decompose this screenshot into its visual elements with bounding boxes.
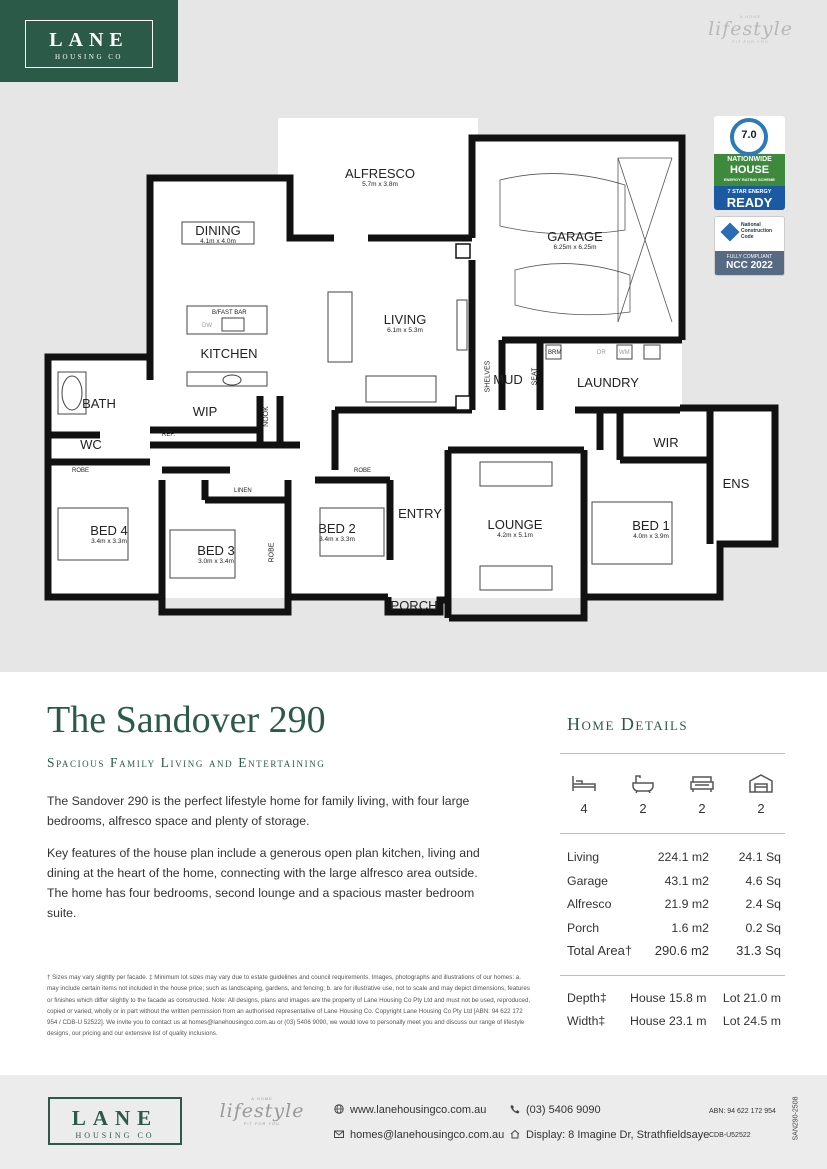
phone-text: (03) 5406 9090	[526, 1104, 601, 1116]
laundry-name: LAUNDRY	[577, 375, 639, 390]
garage-value: 2	[757, 801, 765, 816]
room-mud	[493, 372, 523, 387]
room-bath	[82, 396, 116, 411]
footer-lifestyle-mark	[210, 1096, 314, 1126]
bed1-dims: 4.0m x 3.9m	[633, 533, 669, 540]
alfresco-dims: 5.7m x 3.8m	[362, 181, 398, 188]
area-sq: 31.3 Sq	[736, 943, 781, 958]
area-m2: 21.9 m2	[664, 897, 709, 911]
phone-link[interactable]	[510, 1104, 601, 1116]
bed3-name: BED 3	[197, 543, 235, 558]
area-sq: 24.1 Sq	[738, 850, 781, 864]
badge-line4: 7 STAR ENERGY	[727, 189, 772, 195]
badge-line1: NATIONWIDE	[727, 156, 772, 163]
wip-name: WIP	[192, 404, 218, 419]
garage-dims: 6.25m x 6.25m	[553, 244, 597, 251]
display-address	[510, 1129, 709, 1141]
room-dining	[195, 223, 241, 245]
footer-logo-name: LANE	[71, 1106, 159, 1130]
bathrooms-value: 2	[639, 801, 647, 816]
lifestyle-top: A HOME	[739, 14, 762, 19]
footer-logo-sub: HOUSING CO	[75, 1131, 155, 1140]
bedrooms-count	[569, 773, 599, 816]
email-link[interactable]	[334, 1129, 504, 1141]
room-porch	[391, 598, 438, 613]
bed4-dims: 3.4m x 3.3m	[91, 538, 127, 545]
mud-name: MUD	[493, 372, 523, 387]
bed4-name: BED 4	[90, 523, 128, 538]
dim-lot: Lot 21.0 m	[722, 991, 781, 1005]
dim-label: Depth‡	[567, 991, 607, 1005]
linen-label: LINEN	[234, 488, 252, 494]
shelves-label: SHELVES	[484, 360, 492, 393]
document-code: SAN290-2508	[792, 1096, 800, 1141]
abn-text: ABN: 94 622 172 954	[709, 1108, 776, 1115]
dining-dims: 4.1m x 4.0m	[200, 238, 236, 245]
dining-name: DINING	[195, 223, 241, 238]
room-laundry	[577, 375, 639, 390]
lifestyle-script: lifestyle	[708, 18, 793, 40]
bath-icon	[630, 773, 656, 793]
dim-lot: Lot 24.5 m	[722, 1014, 781, 1028]
dim-label: Width‡	[567, 1014, 606, 1028]
area-label: Living	[567, 850, 600, 864]
room-wip	[193, 404, 218, 419]
room-alfresco	[345, 166, 415, 188]
room-bed3	[197, 543, 235, 565]
room-lounge	[488, 517, 543, 539]
footer-lifestyle-top: A HOME	[251, 1096, 273, 1101]
dr-label: DR	[597, 350, 606, 356]
badge-line2: HOUSE	[729, 164, 770, 176]
page-subtitle: Spacious Family Living and Entertaining	[47, 755, 326, 770]
area-m2: 290.6 m2	[654, 943, 709, 958]
divider	[560, 833, 785, 834]
area-label: Alfresco	[567, 897, 612, 911]
ncc-text3: Code	[741, 234, 754, 240]
room-bed4	[90, 523, 128, 545]
room-entry	[398, 506, 442, 521]
ncc-line1: FULLY COMPLIANT	[726, 254, 773, 260]
badge-line3: ENERGY RATING SCHEME	[723, 177, 776, 182]
phone-icon	[510, 1104, 520, 1114]
porch-name: PORCH	[390, 598, 438, 613]
entry-name: ENTRY	[398, 506, 442, 521]
ncc-line2: NCC 2022	[726, 260, 773, 271]
area-label: Total Area†	[567, 943, 633, 958]
divider	[560, 753, 785, 754]
room-bed2	[318, 521, 356, 543]
dim-house: House 23.1 m	[630, 1014, 707, 1028]
alfresco-name: ALFRESCO	[344, 166, 416, 181]
room-living	[384, 312, 427, 334]
bed2-name: BED 2	[318, 521, 356, 536]
area-m2: 1.6 m2	[671, 921, 709, 935]
home-details-heading: Home Details	[567, 714, 689, 734]
area-label: Porch	[567, 921, 600, 935]
dim-house: House 15.8 m	[630, 991, 707, 1005]
bed1-name: BED 1	[632, 518, 670, 533]
area-sq: 0.2 Sq	[745, 921, 781, 935]
wir-name: WIR	[653, 435, 679, 450]
room-garage	[547, 229, 603, 251]
kitchen-name: KITCHEN	[200, 346, 258, 361]
bed2-dims: 3.4m x 3.3m	[319, 536, 355, 543]
room-wc	[80, 437, 102, 452]
features-paragraph: Key features of the house plan include a generous open plan kitchen, living and dining at the heart of the home, connecting with the large alfresco area outside. The home has four bedrooms, second lounge and a spacious master bedroom suite.	[47, 846, 480, 920]
nook-label: NOOK	[262, 406, 270, 427]
lounge-dims: 4.2m x 5.1m	[497, 532, 533, 539]
lounge-name: LOUNGE	[487, 517, 543, 532]
badge-line5: READY	[726, 195, 773, 210]
logo-name: LANE	[49, 29, 129, 51]
lifestyle-bottom: FIT FOR YOU	[732, 39, 769, 44]
website-link[interactable]	[334, 1104, 486, 1116]
footer-lifestyle-script: lifestyle	[219, 1100, 305, 1122]
globe-icon	[334, 1104, 344, 1114]
display-text: Display: 8 Imagine Dr, Strathfieldsaye	[526, 1129, 710, 1141]
footer	[0, 1075, 827, 1169]
wm-label: WM	[619, 350, 630, 356]
room-ens	[723, 476, 750, 491]
website-text: www.lanehousingco.com.au	[350, 1104, 487, 1116]
disclaimer-text: † Sizes may vary slightly per facade. ‡ Minimum lot sizes may vary due to estate guidelines and council requirements. Images, photographs and illustrations of our homes: a. may include certain items not included in the house price; such as landscaping, gardens, and fencing; b. are for illustrative use, not to scale and may depict dimensions, features or finishes which differ slightly to the facade as constructed. Note: All designs, plans and images are the property of Lane Housing Co Pty Ltd and must not be used, reproduced, copied or varied, wholly or in part without the written permission from an authorised representative of Lane Housing Co. Copyright Lane Housing Co Pty Ltd [ABN: 94 622 172 954 / CDB-U 52522]. We invite you to contact us at homes@lanehousingco.com.au or (03) 5406 9090, we would love to personally meet you and discuss our range of lifestyle designs, our pricing and our extensive list of quality inclusions.	[47, 974, 531, 1038]
intro-paragraph: The Sandover 290 is the perfect lifestyle home for family living, with four large bedrooms, alfresco space and plenty of storage.	[47, 794, 470, 828]
ncc-text1: National	[741, 222, 761, 228]
bfast-bar-label: B/FAST BAR	[212, 310, 247, 316]
garage-name: GARAGE	[547, 229, 603, 244]
sofa-icon	[689, 773, 715, 793]
ref-label: REF.	[162, 432, 176, 438]
robe-label-1: ROBE	[72, 468, 90, 474]
footer-logo[interactable]	[48, 1097, 182, 1145]
logo-sub: HOUSING CO	[55, 53, 123, 61]
mail-icon	[334, 1129, 344, 1139]
ncc-text2: Construction	[741, 228, 773, 234]
page-title: The Sandover 290	[47, 699, 326, 741]
brm-label: BRM	[548, 350, 562, 356]
bedrooms-value: 4	[580, 801, 588, 816]
robe-label-2: ROBE	[354, 468, 372, 474]
home-icon	[510, 1129, 520, 1139]
email-text: homes@lanehousingco.com.au	[350, 1129, 505, 1141]
bath-name: BATH	[82, 396, 116, 411]
garage-icon	[748, 773, 774, 793]
living-dims: 6.1m x 5.3m	[387, 327, 423, 334]
star-rating: 7.0	[730, 118, 768, 156]
bed3-dims: 3.0m x 3.4m	[198, 558, 234, 565]
area-sq: 2.4 Sq	[745, 897, 781, 911]
robe-label-3: ROBE	[268, 542, 276, 563]
bed-icon	[571, 773, 597, 793]
divider	[560, 975, 785, 976]
area-m2: 224.1 m2	[657, 850, 709, 864]
seat-label: SEAT	[531, 367, 539, 386]
living-value: 2	[698, 801, 706, 816]
cdb-text: CDB-U52522	[709, 1132, 751, 1139]
bathrooms-count	[628, 773, 658, 816]
area-sq: 4.6 Sq	[745, 874, 781, 888]
area-label: Garage	[567, 874, 609, 888]
room-wir	[653, 435, 678, 450]
living-name: LIVING	[383, 312, 427, 327]
garage-count	[746, 773, 776, 816]
room-kitchen	[200, 346, 257, 361]
footer-lifestyle-bottom: FIT FOR YOU	[243, 1121, 281, 1126]
living-count	[687, 773, 717, 816]
room-bed1	[632, 518, 670, 540]
ens-name: ENS	[722, 476, 750, 491]
area-m2: 43.1 m2	[664, 874, 709, 888]
wc-name: WC	[80, 437, 102, 452]
dw-label: DW	[202, 323, 212, 329]
